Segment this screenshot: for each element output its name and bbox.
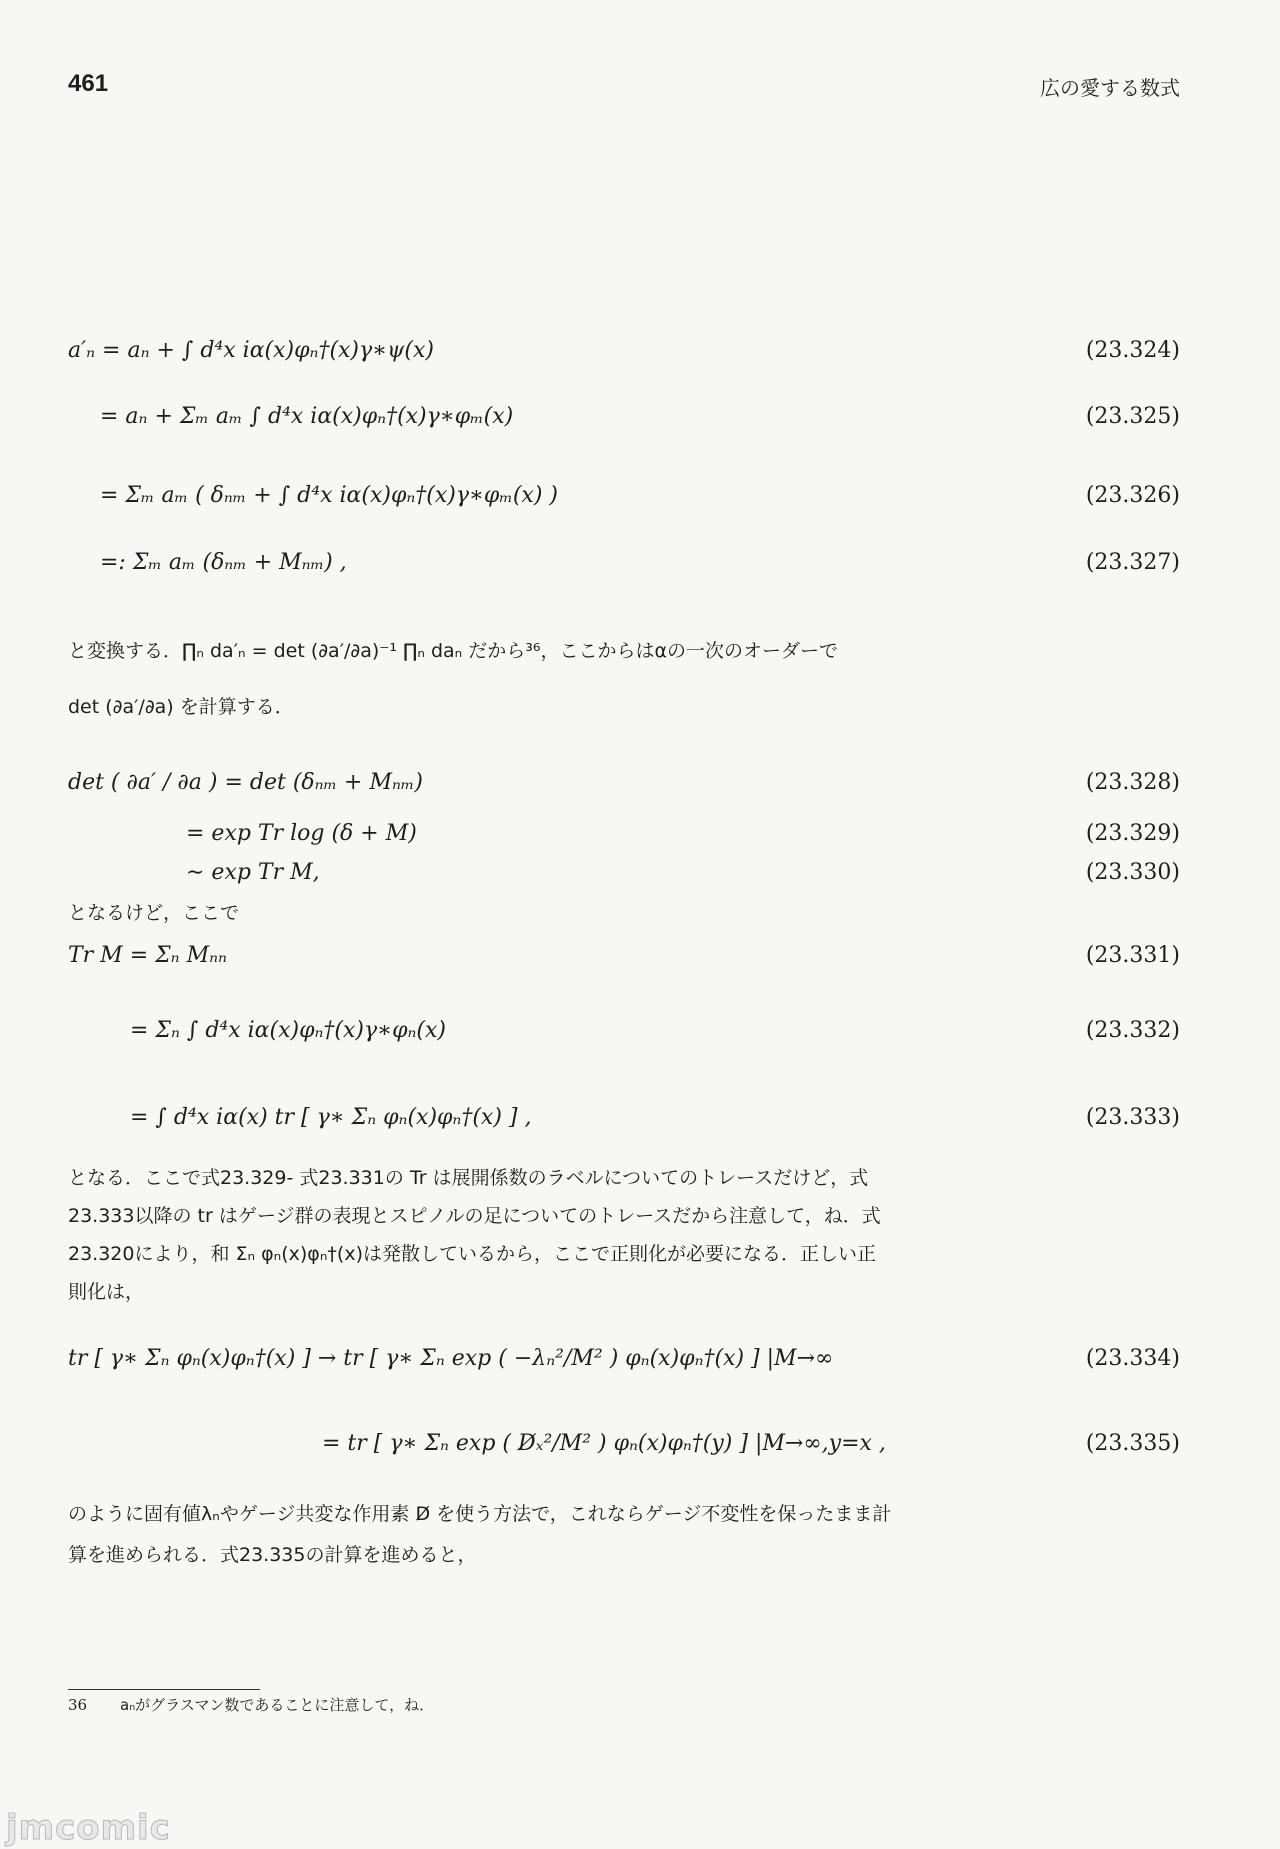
equation-number: (23.331) — [1085, 942, 1180, 968]
equation-expression: Tr M = Σₙ Mₙₙ — [68, 942, 227, 968]
paragraph: と変換する．∏ₙ da′ₙ = det (∂a′/∂a)⁻¹ ∏ₙ daₙ だから³⁶，ここからはαの一次のオーダーで — [68, 640, 839, 662]
paragraph: 23.333以降の tr はゲージ群の表現とスピノルの足についてのトレースだから注意して，ね．式 — [68, 1205, 881, 1227]
equation-number: (23.324) — [1085, 337, 1180, 363]
footnote — [68, 1694, 434, 1715]
equation-number: (23.328) — [1085, 769, 1180, 795]
equation-expression: = ∫ d⁴x iα(x) tr [ γ∗ Σₙ φₙ(x)φₙ†(x) ] , — [130, 1104, 532, 1130]
equation-expression: = tr [ γ∗ Σₙ exp ( D̸ₓ²/M² ) φₙ(x)φₙ†(y) ] |M→∞,y=x , — [322, 1430, 886, 1456]
equation-number: (23.325) — [1085, 403, 1180, 429]
equation-number: (23.329) — [1085, 820, 1180, 846]
paragraph: のように固有値λₙやゲージ共変な作用素 D̸ を使う方法で，これならゲージ不変性を保ったまま計 — [68, 1503, 892, 1525]
equation-number: (23.334) — [1085, 1345, 1180, 1371]
paragraph: 則化は， — [68, 1281, 145, 1303]
equation-expression: a′ₙ = aₙ + ∫ d⁴x iα(x)φₙ†(x)γ∗ψ(x) — [68, 337, 434, 363]
equation-row — [0, 542, 1280, 582]
equation-expression: det ( ∂a′ / ∂a ) = det (δₙₘ + Mₙₘ) — [68, 769, 423, 795]
equation-expression: =: Σₘ aₘ (δₙₘ + Mₙₘ) , — [100, 549, 347, 575]
equation-expression: = aₙ + Σₘ aₘ ∫ d⁴x iα(x)φₙ†(x)γ∗φₘ(x) — [100, 403, 514, 429]
equation-number: (23.335) — [1085, 1430, 1180, 1456]
running-head: 広の愛する数式 — [1040, 76, 1180, 100]
equation-row — [0, 813, 1280, 853]
paragraph: det (∂a′/∂a) を計算する． — [68, 696, 294, 718]
watermark-logo: jmcomic — [6, 1808, 171, 1848]
equation-number: (23.333) — [1085, 1104, 1180, 1130]
equation-expression: ∼ exp Tr M, — [186, 859, 320, 885]
equation-row — [0, 330, 1280, 370]
equation-expression: tr [ γ∗ Σₙ φₙ(x)φₙ†(x) ] → tr [ γ∗ Σₙ exp ( −λₙ²/M² ) φₙ(x)φₙ†(x) ] |M→∞ — [68, 1345, 834, 1371]
equation-row — [0, 852, 1280, 892]
equation-number: (23.327) — [1085, 549, 1180, 575]
equation-number: (23.332) — [1085, 1017, 1180, 1043]
equation-expression: = Σₙ ∫ d⁴x iα(x)φₙ†(x)γ∗φₙ(x) — [130, 1017, 447, 1043]
equation-row — [0, 935, 1280, 975]
footnote-number: 36 — [68, 1696, 88, 1714]
equation-expression: = exp Tr log (δ + M) — [186, 820, 417, 846]
equation-row — [0, 396, 1280, 436]
paragraph: となる．ここで式23.329- 式23.331の Tr は展開係数のラベルについてのトレースだけど，式 — [68, 1167, 869, 1189]
equation-row — [0, 762, 1280, 802]
page-number: 461 — [68, 70, 109, 97]
equation-row — [0, 1423, 1280, 1463]
paragraph: 23.320により，和 Σₙ φₙ(x)φₙ†(x)は発散しているから，ここで正則化が必要になる．正しい正 — [68, 1243, 876, 1265]
equation-row — [0, 1097, 1280, 1137]
equation-number: (23.330) — [1085, 859, 1180, 885]
paragraph: となるけど，ここで — [68, 902, 240, 924]
footnote-rule — [68, 1689, 260, 1690]
equation-row — [0, 475, 1280, 515]
equation-row — [0, 1010, 1280, 1050]
equation-number: (23.326) — [1085, 482, 1180, 508]
footnote-text: aₙがグラスマン数であることに注意して，ね． — [120, 1696, 435, 1714]
paragraph: 算を進められる．式23.335の計算を進めると， — [68, 1544, 477, 1566]
equation-row — [0, 1338, 1280, 1378]
equation-expression: = Σₘ aₘ ( δₙₘ + ∫ d⁴x iα(x)φₙ†(x)γ∗φₘ(x) ) — [100, 482, 558, 508]
